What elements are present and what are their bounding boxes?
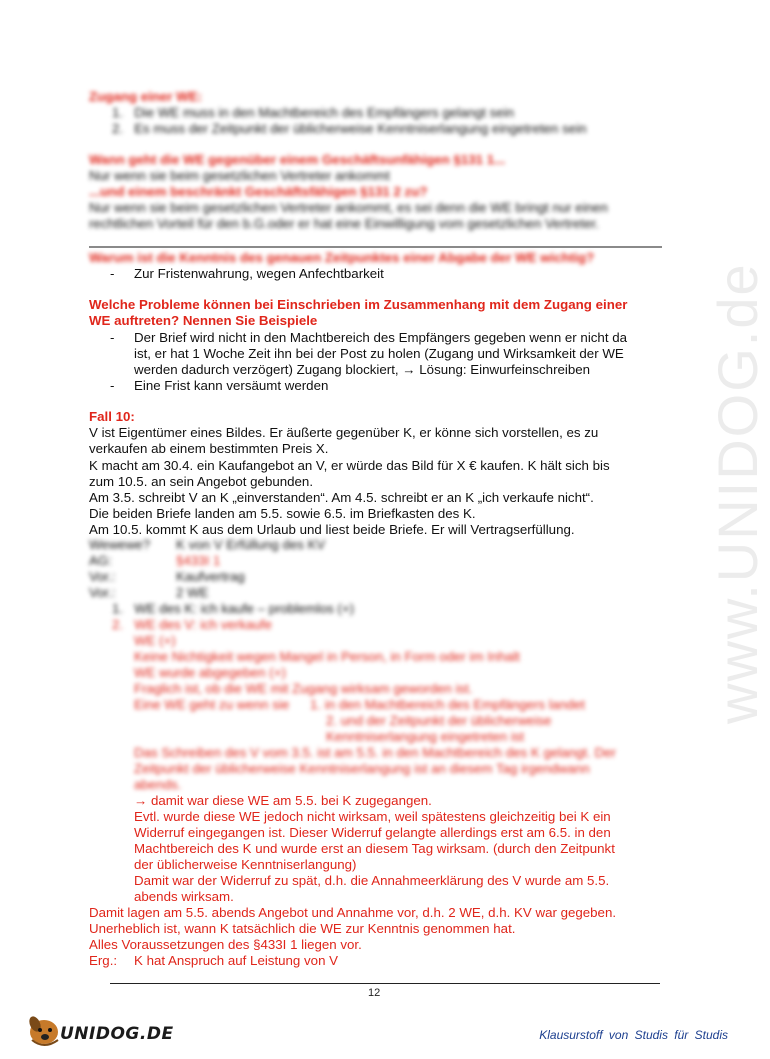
answer: Nur wenn sie beim gesetzlichen Vertreter ankommt, es sei denn die WE bringt nur einen [89, 200, 608, 215]
solution-text: Das Schreiben des V vom 3.5. ist am 5.5. in den Machtbereich des K gelangt. Der [134, 745, 616, 760]
fall-text: zum 10.5. an sein Angebot gebunden. [89, 474, 314, 489]
answer-line: Der Brief wird nicht in den Machtbereich des Empfängers gegeben wenn er nicht da [134, 330, 627, 345]
solution-text: WE (+) [134, 633, 176, 648]
fall-heading: Fall 10: [89, 409, 135, 424]
solution-label: AG: [89, 553, 112, 568]
fall-text: Die beiden Briefe landen am 5.5. sowie 6.5. im Briefkasten des K. [89, 506, 476, 521]
solution-label: Vor.: [89, 585, 116, 600]
question-einschreiben: Welche Probleme können bei Einschrieben im Zusammenhang mit dem Zugang einer [89, 297, 628, 312]
solution-text: Keine Nichtigkeit wegen Mangel in Person, in Form oder im Inhalt [134, 649, 520, 664]
question-einschreiben: WE auftreten? Nennen Sie Beispiele [89, 313, 318, 328]
solution-text: 1. in den Machtbereich des Empfängers landet [310, 697, 585, 712]
solution-value: K von V Erfüllung des KV [176, 537, 326, 552]
final-text: Unerheblich ist, wann K tatsächlich die WE zur Kenntnis genommen hat. [89, 921, 516, 936]
divider [89, 246, 662, 248]
heading: Zugang einer WE: [89, 89, 203, 104]
answer: Nur wenn sie beim gesetzlichen Vertreter ankommt [89, 168, 390, 183]
ergebnis-label: Erg.: [89, 953, 118, 968]
solution-value: §433I 1 [176, 553, 221, 568]
conclusion-text: Machtbereich des K und wurde erst an diesem Tag wirksam. (durch den Zeitpunkt [134, 841, 615, 856]
solution-text: WE wurde abgegeben (+) [134, 665, 286, 680]
list-item: 1. Die WE muss in den Machtbereich des Empfängers gelangt sein [112, 105, 515, 120]
ergebnis-text: K hat Anspruch auf Leistung von V [134, 953, 339, 968]
page-number: 12 [368, 987, 381, 999]
solution-item: 2. WE des V: ich verkaufe [112, 617, 272, 632]
fall-text: K macht am 30.4. ein Kaufangebot an V, er würde das Bild für X € kaufen. K hält sich bis [89, 458, 610, 473]
conclusion-text: Evtl. wurde diese WE jedoch nicht wirksam, weil spätestens gleichzeitig bei K ein [134, 809, 611, 824]
solution-label: Vor.: [89, 569, 116, 584]
conclusion-text: Widerruf eingegangen ist. Dieser Widerruf gelangte allerdings erst am 6.5. in den [134, 825, 611, 840]
solution-text: Zeitpunkt der üblicherweise Kenntniserlangung ist an diesem Tag irgendwann [134, 761, 590, 776]
fall-text: Am 3.5. schreibt V an K „einverstanden“. Am 4.5. schreibt er an K „ich verkaufe nicht“. [89, 490, 594, 505]
solution-text: Eine WE geht zu wenn sie [134, 697, 290, 712]
solution-value: 2 WE [176, 585, 209, 600]
solution-text: Fraglich ist, ob die WE mit Zugang wirksam geworden ist. [134, 681, 473, 696]
question-kenntnis: Warum ist die Kenntnis des genauen Zeitpunktes einer Abgabe der WE wichtig? [89, 250, 595, 265]
answer-line: werden dadurch verzögert) Zugang blockiert, → Lösung: Einwurfeinschreiben [134, 362, 591, 377]
bullet: - [110, 378, 115, 393]
tagline: Klausurstoff von Studis für Studis [539, 1028, 728, 1042]
watermark: www.UNIDOG.de [706, 262, 769, 724]
bullet: - [110, 266, 115, 281]
conclusion-text: der üblicherweise Kenntniserlangung) [134, 857, 357, 872]
bullet: - [110, 330, 115, 345]
answer-line: Eine Frist kann versäumt werden [134, 378, 329, 393]
logo-text: UNIDOG.DE [60, 1024, 174, 1044]
footer-rule [110, 983, 660, 984]
conclusion-arrow-line: → damit war diese WE am 5.5. bei K zugegangen. [134, 793, 432, 808]
conclusion-text: abends wirksam. [134, 889, 234, 904]
answer-kenntnis: Zur Fristenwahrung, wegen Anfechtbarkeit [134, 266, 384, 281]
conclusion-text: Damit war der Widerruf zu spät, d.h. die Annahmeerklärung des V wurde am 5.5. [134, 873, 610, 888]
answer: rechtlichen Vorteil für den b.G.oder er hat eine Einwilligung vom gesetzlichen Vertreter. [89, 216, 599, 231]
solution-text: Kenntniserlangung eingetreten ist [326, 729, 525, 744]
solution-text: abends. [134, 777, 182, 792]
final-text: Alles Voraussetzungen des §433I 1 liegen vor. [89, 937, 362, 952]
final-text: Damit lagen am 5.5. abends Angebot und Annahme vor, d.h. 2 WE, d.h. KV war gegeben. [89, 905, 617, 920]
solution-item: 1. WE des K: ich kaufe – problemlos (+) [112, 601, 355, 616]
answer-line: ist, er hat 1 Woche Zeit ihn bei der Post zu holen (Zugang und Wirksamkeit der WE [134, 346, 624, 361]
fall-text: Am 10.5. kommt K aus dem Urlaub und liest beide Briefe. Er will Vertragserfüllung. [89, 522, 575, 537]
solution-value: Kaufvertrag [176, 569, 245, 584]
fall-text: verkaufen ab einem bestimmten Preis X. [89, 441, 329, 456]
fall-text: V ist Eigentümer eines Bildes. Er äußerte gegenüber K, er könne sich vorstellen, es zu [89, 425, 599, 440]
solution-label: Wewewe? [89, 537, 151, 552]
question: ...und einem beschränkt Geschäftsfähigen §131 2 zu? [89, 184, 428, 199]
list-item: 2. Es muss der Zeitpunkt der üblicherweise Kenntniserlangung eingetreten sein [112, 121, 587, 136]
question: Wann geht die WE gegenüber einem Geschäftsunfähigen §131 1... [89, 152, 506, 167]
clipped-line [0, 522, 750, 537]
solution-text: 2. und der Zeitpunkt der üblicherweise [326, 713, 552, 728]
